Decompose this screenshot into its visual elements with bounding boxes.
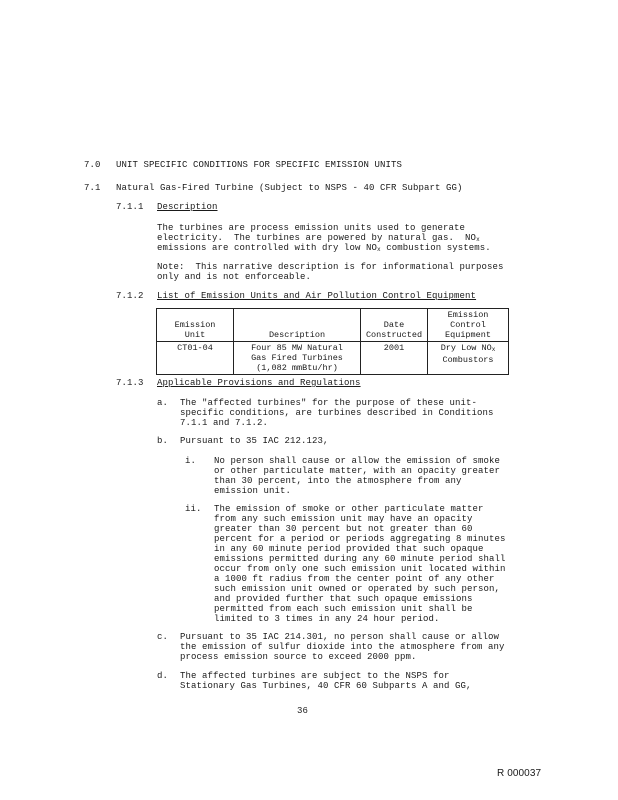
subsection-number: 7.1: [84, 183, 101, 193]
item-bi-line-3: than 30 percent, into the atmosphere from any: [214, 476, 462, 486]
item-bii-line-4: percent for a period or periods aggregating 8 minutes: [214, 534, 506, 544]
item-bi-label: i.: [185, 456, 197, 466]
item-c-line-2: the emission of sulfur dioxide into the atmosphere from any: [180, 642, 505, 652]
item-bii-line-5: in any 60 minute period provided that such opaque: [214, 544, 484, 554]
item-a-line-3: 7.1.1 and 7.1.2.: [180, 418, 269, 428]
item-bi-line-4: emission unit.: [214, 486, 292, 496]
cell-date: 2001: [361, 342, 428, 375]
item-d-line-1: The affected turbines are subject to the NSPS for: [180, 671, 450, 681]
note-line-1: Note: This narrative description is for informational purposes: [157, 262, 504, 272]
bates-number: R 000037: [497, 768, 542, 779]
item-a-label: a.: [157, 398, 169, 408]
item-bii-line-12: limited to 3 times in any 24 hour period.: [214, 614, 440, 624]
header-description: Description: [234, 309, 361, 342]
cell-control: Dry Low $NO_x$ Combustors: [428, 342, 509, 375]
subsection-title: Natural Gas-Fired Turbine (Subject to NSPS - 40 CFR Subpart GG): [116, 183, 463, 193]
provisions-number: 7.1.3: [116, 378, 144, 388]
description-heading: Description: [157, 202, 218, 212]
item-bii-line-1: The emission of smoke or other particulate matter: [214, 504, 484, 514]
item-d-label: d.: [157, 671, 169, 681]
header-emission-unit: Emission Unit: [157, 309, 234, 342]
item-d-line-2: Stationary Gas Turbines, 40 CFR 60 Subparts A and GG,: [180, 681, 472, 691]
emission-units-table: [156, 308, 509, 375]
page-number: 36: [297, 706, 309, 716]
description-line-2: electricity. The turbines are powered by natural gas. $NO_x$: [157, 233, 480, 243]
cell-unit: CT01-04: [157, 342, 234, 375]
item-bii-line-9: such emission unit owned or operated by such person,: [214, 584, 501, 594]
note-line-2: only and is not enforceable.: [157, 272, 312, 282]
description-number: 7.1.1: [116, 202, 144, 212]
item-c-label: c.: [157, 632, 169, 642]
item-bii-line-8: a 1000 ft radius from the center point of any other: [214, 574, 495, 584]
item-a-line-2: specific conditions, are turbines described in Conditions: [180, 408, 494, 418]
header-date-constructed: Date Constructed: [361, 309, 428, 342]
list-number: 7.1.2: [116, 291, 144, 301]
section-title: UNIT SPECIFIC CONDITIONS FOR SPECIFIC EMISSION UNITS: [116, 160, 403, 170]
table-header-row: [157, 309, 509, 342]
description-line-3: emissions are controlled with dry low $NO_x$ combustion systems.: [157, 243, 491, 253]
description-line-1: The turbines are process emission units used to generate: [157, 223, 466, 233]
item-bi-line-2: or other particulate matter, with an opacity greater: [214, 466, 501, 476]
item-bii-line-2: from any such emission unit may have an opacity: [214, 514, 473, 524]
item-bii-line-6: emissions permitted during any 60 minute period shall: [214, 554, 506, 564]
list-heading: List of Emission Units and Air Pollution Control Equipment: [157, 291, 477, 301]
item-b-label: b.: [157, 436, 169, 446]
item-b-text: Pursuant to 35 IAC 212.123,: [180, 436, 329, 446]
section-number: 7.0: [84, 160, 101, 170]
provisions-heading: Applicable Provisions and Regulations: [157, 378, 361, 388]
item-bii-line-10: and provided further that such opaque emissions: [214, 594, 473, 604]
table-row: [157, 342, 509, 375]
item-bii-line-11: permitted from each such emission unit shall be: [214, 604, 473, 614]
item-a-line-1: The "affected turbines" for the purpose of these unit-: [180, 398, 478, 408]
item-bii-line-3: greater than 30 percent but not greater than 60: [214, 524, 473, 534]
item-c-line-1: Pursuant to 35 IAC 214.301, no person shall cause or allow: [180, 632, 500, 642]
item-bii-label: ii.: [185, 504, 202, 514]
item-bii-line-7: occur from only one such emission unit located within: [214, 564, 506, 574]
header-control-equipment: Emission Control Equipment: [428, 309, 509, 342]
cell-description: Four 85 MW Natural Gas Fired Turbines (1,082 mmBtu/hr): [234, 342, 361, 375]
item-c-line-3: process emission source to exceed 2000 ppm.: [180, 652, 417, 662]
item-bi-line-1: No person shall cause or allow the emission of smoke: [214, 456, 501, 466]
